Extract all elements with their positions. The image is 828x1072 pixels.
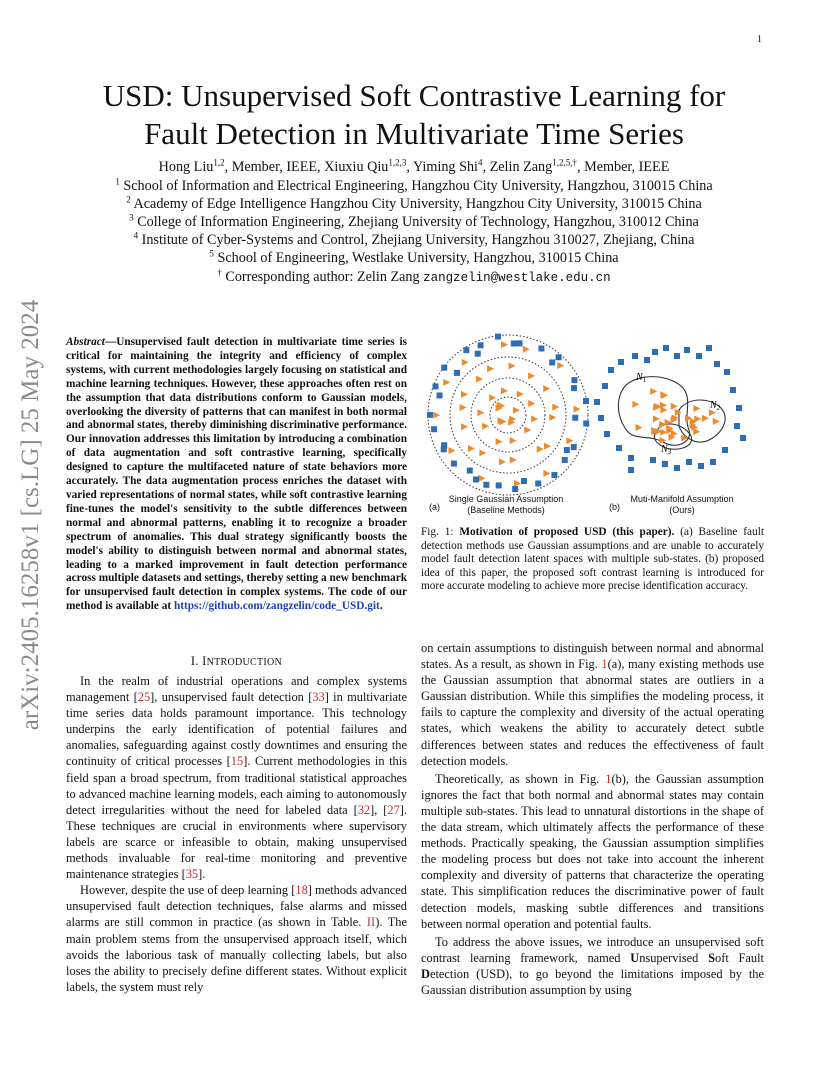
triangle-point [461,423,468,430]
square-point [674,353,680,359]
triangle-point [461,391,468,398]
triangle-point [702,415,709,422]
square-point [454,370,460,376]
text: nsupervised [639,950,709,965]
triangle-point [501,387,508,394]
text: To address the above issues, we introduce an unsupervised soft contrast learning framework, named [421,934,764,965]
text: ). The main problem stems from the unsupervised approach itself, which avoids the laborious task of manually collecting labels, but also loses the ability to precisely define different states. Without explicit labels, the system must rely [66,915,407,994]
author-name: , Member, IEEE, Xiuxiu Qiu [224,159,389,175]
author-sup: 1,2,5,† [552,157,577,168]
triangle-point [499,458,506,465]
triangle-point [460,404,467,411]
text: (b), the Gaussian assumption ignores the fact that both normal and abnormal states may contain multiple sub-states. This lead to unnatural distortions in the shape of the data stream, which ultimately affects the performance of these methods. Practically speaking, the Gaussian assumption simplifies the modeling process but does not take into account the inherent complexity and diversity of patterns that characterize the operating state. This simplification reduces the discriminative power of fault detection models, masking subtle differences and transitions between normal operation and potential faults. [421,771,764,931]
square-point [698,463,704,469]
triangle-point [462,359,469,366]
right-column-body [421,640,764,998]
text: ] methods advanced unsupervised fault detection techniques, false alarms and missed alarms are still common in practice (as shown in Table. [66,883,407,930]
triangle-point [531,415,538,422]
triangle-point [713,418,720,425]
triangle-point [496,438,503,445]
panel-b-caption-line1: Muti-Manifold Assumption [630,494,734,504]
author-sup: 1,2 [213,157,225,168]
square-point [483,482,489,488]
affiliation-text: School of Engineering, Westlake University, Hangzhou, 310015 China [217,250,619,266]
text: on certain assumptions to distinguish between normal and abnormal states. As a result, as shown in Fig. [421,641,764,672]
text: ], unsupervised fault detection [ [150,690,313,705]
figure-ref-link[interactable]: 1 [605,771,612,786]
page-number: 1 [757,34,762,45]
square-point [608,367,614,373]
square-point [441,365,447,371]
triangle-point [477,409,484,416]
square-point [551,472,557,478]
triangle-point [537,446,544,453]
title-line-2: Fault Detection in Multivariate Time Series [144,116,684,151]
square-point [433,383,439,389]
triangle-point [524,427,531,434]
triangle-point [500,418,507,425]
square-point [495,334,501,340]
triangle-point [433,412,440,419]
abstract-lead: Abstract [66,336,105,348]
square-point [706,345,712,351]
label-n3: $N_3$ [661,444,672,456]
square-point [652,349,658,355]
square-point [431,426,437,432]
square-point [734,423,740,429]
triangle-point [552,404,559,411]
gaussian-contour-outer [428,335,588,495]
square-point [598,415,604,421]
square-point [478,342,484,348]
square-point [549,359,555,365]
triangle-point [549,414,556,421]
triangle-point [509,362,516,369]
square-point [662,461,668,467]
square-point [437,392,443,398]
square-point [628,455,634,461]
affiliation-sup: 5 [209,248,214,259]
affiliation-sup: 1 [115,176,120,187]
panel-b-caption-line2: (Ours) [669,505,695,515]
author-sup: 1,2,3 [388,157,407,168]
text: etection (USD), to go beyond the limitations imposed by the Gaussian distribution assumption by using [421,966,764,997]
triangle-point [544,443,551,450]
square-point [714,361,720,367]
section-heading-introduction [66,654,407,669]
citation-link[interactable]: 33 [312,690,325,705]
section-number: I. [190,654,203,668]
triangle-point [514,480,521,487]
square-point [427,412,433,418]
square-point [572,415,578,421]
paragraph [66,882,407,995]
affiliation-sup: 3 [129,212,134,223]
square-point [556,354,562,360]
triangle-point [489,394,496,401]
text: ]. [198,867,206,882]
triangle-point [660,402,667,409]
square-point [594,399,600,405]
gaussian-contour-inner [471,378,545,452]
text: ]. Current methodologies in this field span a broad spectrum, from traditional statistical approaches to advanced machine learning models, each aiming to autonomously detect irregularities without the need for labeled data [ [66,754,407,817]
square-point [674,465,680,471]
triangle-point [517,391,524,398]
square-point [463,347,469,353]
triangle-point [479,449,486,456]
corresponding-text: Corresponding author: Zelin Zang [225,269,420,285]
triangle-point [650,388,657,395]
square-point [618,359,624,365]
triangle-point [693,428,700,435]
gaussian-contour-mid [450,357,566,473]
affiliation-4 [40,231,788,249]
triangle-point [482,423,489,430]
triangle-point [528,400,535,407]
dagger-sup: † [217,267,222,278]
author-name: , Yiming Shi [406,159,478,175]
author-name: , Member, IEEE [576,159,670,175]
square-point [740,435,746,441]
triangle-point [487,365,494,372]
title-line-1: USD: Unsupervised Soft Contrastive Learning for [102,78,726,113]
square-point [696,353,702,359]
arxiv-stamp-text: arXiv:2405.16258v1 [cs.LG] 25 May 2024 [17,299,44,731]
square-point [616,445,622,451]
author-name: Hong Liu [158,159,214,175]
triangle-point [478,475,485,482]
caption-label: Fig. 1: [421,526,460,538]
triangle-point [660,429,667,436]
triangle-point [574,406,581,413]
square-point [512,486,518,492]
square-point [684,347,690,353]
square-point [496,482,502,488]
triangle-point [476,376,483,383]
panel-a-caption-line2: (Baseline Methods) [467,505,545,515]
triangle-point [675,409,682,416]
triangle-point [694,415,701,422]
affiliation-1 [40,177,788,195]
triangle-point [543,385,550,392]
panel-a-caption [445,494,567,516]
figure-1-caption [421,526,764,594]
citation-link[interactable]: 35 [185,867,199,882]
square-point [736,405,742,411]
square-point [538,345,544,351]
triangle-point [671,403,678,410]
left-column-body [66,673,407,995]
paragraph [421,771,764,932]
bold-letter: U [630,950,640,965]
figure-1-graphic [421,330,764,520]
square-point [564,447,570,453]
affiliation-text: College of Information Engineering, Zhejiang University of Technology, Hangzhou, 310012 China [137,214,699,230]
affiliation-text: Institute of Cyber-Systems and Control, Zhejiang University, Hangzhou 310027, Zhejiang, China [141,232,695,248]
data-points [427,334,746,492]
affiliation-3 [40,213,788,231]
citation-link[interactable]: 25 [137,690,151,705]
abstract [66,336,407,614]
text: However, despite the use of deep learning [ [80,883,296,898]
square-point [604,431,610,437]
square-point [535,480,541,486]
square-point [521,478,527,484]
square-point [583,420,589,426]
square-point [628,467,634,473]
gaussian-contour-core [490,397,526,433]
label-n2: $N_2$ [710,400,721,412]
square-point [562,457,568,463]
text: ]. These techniques are crucial in environments where supervisory labels are scarce or infeasible to obtain, making unsupervised methods invaluable for real-time monitoring and preventive maintenance strategies [ [66,802,407,882]
triangle-point [523,346,530,353]
figure-ref-link[interactable]: 1 [601,657,608,672]
panel-a-label: (a) [429,502,440,512]
triangle-point [665,419,672,426]
square-point [602,383,608,389]
triangle-point [513,407,520,414]
citation-link[interactable]: 18 [295,883,308,898]
affiliation-2 [40,195,788,213]
square-point [724,369,730,375]
affiliation-sup: 2 [126,194,131,205]
triangle-point [566,437,573,444]
square-point [730,387,736,393]
paper-title [60,77,768,153]
triangle-point [468,445,475,452]
square-point [473,476,479,482]
author-name: , Zelin Zang [482,159,553,175]
triangle-point [443,379,450,386]
square-point [722,447,728,453]
square-point [571,444,577,450]
panel-a-caption-line1: Single Gaussian Assumption [448,494,564,504]
code-link[interactable]: https://github.com/zangzelin/code_USD.git [173,600,380,613]
paragraph [66,673,407,882]
text: ] in multivariate time series data holds paramount importance. This technology underpins the early identification of potential failures and anomalies, safeguarding against costly downtimes and ensuring the continuity of critical processes [ [66,690,408,769]
triangle-point [653,415,660,422]
corresponding-author [40,268,788,287]
paragraph [421,934,764,998]
bold-letter: S [708,950,716,965]
square-point [475,351,481,357]
panel-a-gaussian [428,335,588,495]
triangle-point [448,447,455,454]
affiliation-text: School of Information and Electrical Engineering, Hangzhou City University, Hangzhou, 310015 China [123,178,713,194]
caption-text: (a) Baseline fault detection methods use Gaussian assumptions and are unable to accurately model fault detection latent spaces with multiple sub-states. (b) proposed idea of this paper, the proposed soft contrast learning is introduced for more accurate modeling to achieve more precise identification accuracy. [421,526,764,593]
citation-link[interactable]: 32 [357,802,371,817]
square-point [710,459,716,465]
triangle-point [510,456,517,463]
label-n1: $N_1$ [636,372,647,384]
text: In the realm of industrial operations and complex systems management [ [66,674,407,705]
panel-b-caption [623,494,741,516]
abstract-end: . [379,600,383,613]
square-point [571,385,577,391]
square-point [686,459,692,465]
triangle-point [528,372,535,379]
triangle-point [693,405,700,412]
text: oft Fault [715,950,764,965]
square-point [663,345,669,351]
square-point [517,340,523,346]
affiliation-sup: 4 [133,230,139,241]
square-point [467,468,473,474]
abstract-body: —Unsupervised fault detection in multivariate time series is critical for maintaining the integrity and efficiency of complex systems, with current methodologies largely focusing on statistical and machine learning techniques. However, these approaches often rest on the assumption that data distributions conform to Gaussian models, overlooking the diversity of patterns that can manifest in both normal and abnormal states, thereby diminishing discriminative performance. Our innovation addresses this limitation by introducing a combination of data augmentation and soft contrastive learning, specifically designed to capture the multifaceted nature of state behaviors more accurately. The data augmentation process enriches the dataset with varied representations of normal states, while soft contrastive learning fine-tunes the model's sensitivity to the subtle differences between normal and abnormal patterns, enabling it to recognize a broader spectrum of anomalies. This dual strategy significantly boosts the model's ability to distinguish between normal and abnormal states, leading to a marked improvement in fault detection performance across multiple datasets and settings, thereby setting a new benchmark for unsupervised fault detection in complex systems. The code of our method is available at [66,336,408,613]
triangle-point [636,424,643,431]
paragraph [421,640,764,769]
citation-link[interactable]: 15 [230,754,244,769]
section-title-first: I [202,654,207,668]
author-sup: 4 [478,157,483,168]
triangle-point [557,362,564,369]
section-title-rest: NTRODUCTION [206,657,283,668]
text: ], [ [370,802,388,817]
figure-1 [421,330,764,520]
text: (a), many existing methods use the Gaussian assumption that abnormal states are outliers in a Gaussian distribution. While this simplifies the modeling process, it fails to capture the complexity and diversity of the actual operating states, which weakens the ability to accurately detect subtle differences between states and reduces the effectiveness of fault detection models. [421,657,764,768]
panel-b-label: (b) [609,502,620,512]
triangle-point [510,437,517,444]
triangle-point [661,392,668,399]
square-point [441,446,447,452]
citation-link[interactable]: 27 [387,802,400,817]
triangle-point [543,470,550,477]
triangle-point [501,341,508,348]
triangle-point [632,401,639,408]
square-point [650,457,656,463]
arxiv-stamp[interactable] [6,280,56,750]
author-list [40,158,788,176]
table-ref-link[interactable]: II [366,915,376,930]
email-link[interactable]: zangzelin@westlake.edu.cn [423,271,611,285]
text: Theoretically, as shown in Fig. [435,771,606,786]
square-point [632,353,638,359]
affiliation-text: Academy of Edge Intelligence Hangzhou City University, Hangzhou City University, 310015 China [133,196,702,212]
square-point [644,357,650,363]
caption-bold: Motivation of proposed USD (this paper). [459,526,675,538]
square-point [583,398,589,404]
square-point [511,340,517,346]
square-point [451,461,457,467]
affiliation-5 [40,249,788,267]
square-point [571,377,577,383]
bold-letter: D [421,966,430,981]
